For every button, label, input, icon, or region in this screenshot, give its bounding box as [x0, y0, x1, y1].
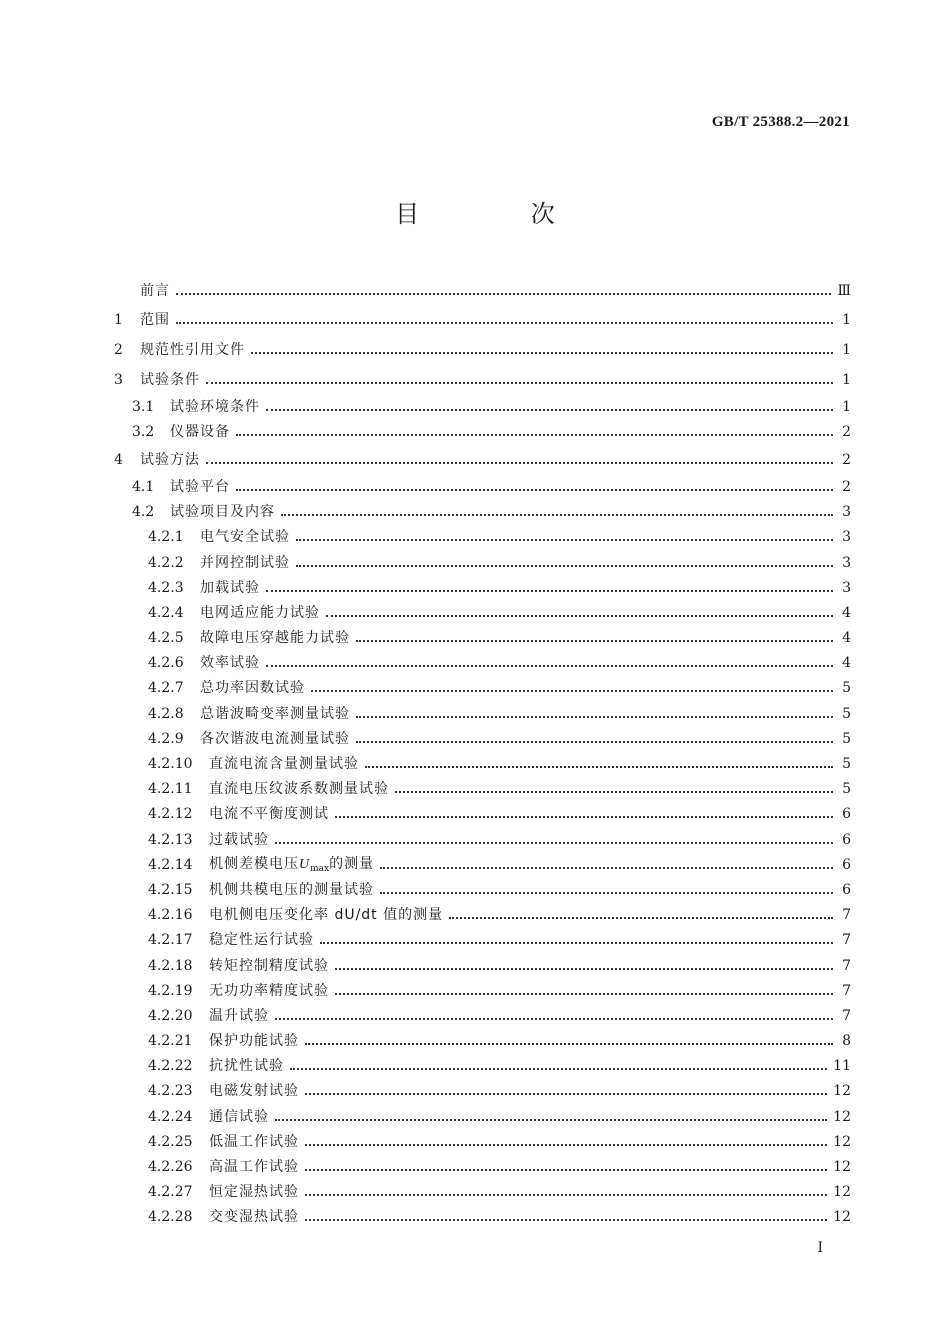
- toc-entry-title: 试验条件: [140, 371, 200, 388]
- toc-entry-title: 机侧共模电压的测量试验: [209, 881, 374, 898]
- toc-entry-page: 12: [833, 1108, 851, 1125]
- toc-entry-title: 高温工作试验: [209, 1159, 299, 1175]
- toc-entry[interactable]: [114, 676, 851, 701]
- toc-entry[interactable]: [114, 525, 851, 550]
- toc-entry[interactable]: [114, 1003, 851, 1028]
- dot-leader: [281, 514, 833, 516]
- toc-entry[interactable]: [114, 276, 851, 306]
- toc-entry[interactable]: [114, 1154, 851, 1179]
- toc-entry-number: 3: [114, 371, 123, 388]
- toc-entry-title: 直流电压纹波系数测量试验: [209, 781, 389, 798]
- toc-entry-number: 4.2.10: [148, 756, 193, 772]
- toc-entry-number: 4.2.3: [148, 579, 184, 596]
- toc-entry-number: 4.2.12: [148, 806, 193, 823]
- toc-entry-page: 2: [842, 424, 851, 441]
- toc-entry-page: 4: [842, 655, 851, 672]
- toc-entry-number: 4.2.20: [148, 1007, 193, 1024]
- toc-entry-number: 4.2.13: [148, 831, 193, 848]
- dot-leader: [176, 322, 833, 324]
- dot-leader: [266, 409, 833, 411]
- toc-entry-number: 4.2.27: [148, 1184, 193, 1201]
- math-variable: U: [299, 856, 311, 872]
- toc-entry-page: 7: [842, 932, 851, 949]
- toc-entry[interactable]: [114, 575, 851, 600]
- toc-entry[interactable]: [114, 365, 851, 395]
- toc-entry[interactable]: [114, 1205, 851, 1230]
- toc-entry-number: 4.1: [132, 478, 155, 495]
- toc-entry[interactable]: [114, 751, 851, 776]
- toc-entry-title: 交变湿热试验: [209, 1209, 299, 1226]
- toc-entry-number: 1: [114, 312, 123, 329]
- toc-entry-title: 电流不平衡度测试: [209, 806, 329, 823]
- table-of-contents: [114, 276, 851, 1230]
- toc-entry-number: 4.2.18: [148, 957, 193, 974]
- toc-entry-title: 低温工作试验: [209, 1133, 299, 1150]
- toc-entry-page: 3: [842, 529, 851, 546]
- toc-entry-number: 4.2.16: [148, 907, 193, 924]
- dot-leader: [275, 842, 833, 844]
- dot-leader: [236, 434, 833, 436]
- toc-entry-page: 12: [833, 1133, 851, 1150]
- toc-entry[interactable]: [114, 827, 851, 852]
- toc-entry-title: 试验方法: [140, 451, 200, 468]
- toc-entry-page: 6: [842, 881, 851, 898]
- toc-entry-page: 5: [842, 680, 851, 697]
- toc-entry[interactable]: [114, 1028, 851, 1053]
- toc-entry-title: 总谐波畸变率测量试验: [200, 705, 350, 722]
- dot-leader: [335, 993, 833, 995]
- toc-entry-page: 1: [842, 341, 851, 358]
- toc-entry-number: 4.2.8: [148, 705, 184, 722]
- dot-leader: [296, 539, 833, 541]
- dot-leader: [356, 640, 833, 642]
- toc-entry[interactable]: [114, 701, 851, 726]
- toc-entry-title: 并网控制试验: [200, 554, 290, 571]
- toc-entry[interactable]: [114, 726, 851, 751]
- toc-entry[interactable]: [114, 474, 851, 499]
- toc-entry-page: 7: [842, 982, 851, 999]
- dot-leader: [380, 867, 833, 869]
- dot-leader: [356, 741, 833, 743]
- toc-entry[interactable]: [114, 802, 851, 827]
- toc-entry-page: 6: [842, 806, 851, 823]
- toc-entry-page: 1: [842, 398, 851, 415]
- toc-entry-title: 过载试验: [209, 831, 269, 848]
- toc-entry-title: 电磁发射试验: [209, 1083, 299, 1100]
- toc-entry-number: 4.2: [132, 504, 155, 521]
- math-subscript: max: [310, 863, 330, 874]
- toc-entry-number: 4.2.26: [148, 1159, 193, 1175]
- dot-leader: [290, 1068, 827, 1070]
- toc-entry-title: 稳定性运行试验: [209, 932, 314, 949]
- toc-entry-number: 2: [114, 341, 123, 358]
- toc-entry-title: 各次谐波电流测量试验: [200, 730, 350, 747]
- dot-leader: [305, 1093, 827, 1095]
- toc-entry-title: 试验项目及内容: [170, 504, 275, 521]
- toc-entry[interactable]: [114, 445, 851, 475]
- toc-entry-page: 4: [842, 630, 851, 647]
- toc-entry[interactable]: [114, 1104, 851, 1129]
- toc-entry-number: 4.2.19: [148, 982, 193, 999]
- toc-entry-number: 4.2.17: [148, 932, 193, 949]
- toc-entry-number: 4.2.24: [148, 1108, 193, 1125]
- toc-entry-title: 电气安全试验: [200, 529, 290, 546]
- toc-entry[interactable]: [114, 777, 851, 802]
- toc-entry-title: 恒定湿热试验: [209, 1184, 299, 1201]
- toc-entry[interactable]: [114, 877, 851, 902]
- toc-entry-title: 试验平台: [170, 478, 230, 495]
- toc-entry[interactable]: [114, 335, 851, 365]
- toc-entry[interactable]: [114, 1129, 851, 1154]
- toc-entry-number: 4.2.23: [148, 1083, 193, 1100]
- toc-entry-page: 5: [842, 756, 851, 772]
- standard-code: GB/T 25388.2—2021: [711, 114, 850, 130]
- dot-leader: [296, 565, 833, 567]
- toc-entry-title: 抗扰性试验: [209, 1058, 284, 1075]
- dot-leader: [251, 352, 833, 354]
- toc-entry-page: 7: [842, 1007, 851, 1024]
- dot-leader: [320, 942, 833, 944]
- toc-entry[interactable]: [114, 928, 851, 953]
- toc-entry-number: 4.2.7: [148, 680, 184, 697]
- toc-entry-title-part: 机侧差模电压: [209, 855, 299, 872]
- dot-leader: [266, 590, 833, 592]
- dot-leader: [449, 917, 833, 919]
- dot-leader: [356, 716, 833, 718]
- toc-entry-page: 6: [842, 856, 851, 873]
- toc-entry[interactable]: [114, 1180, 851, 1205]
- toc-entry[interactable]: [114, 903, 851, 928]
- dot-leader: [305, 1219, 827, 1221]
- toc-entry-number: 4.2.1: [148, 529, 184, 546]
- dot-leader: [275, 1119, 827, 1121]
- dot-leader: [326, 615, 833, 617]
- toc-entry-number: 4.2.4: [148, 604, 184, 621]
- toc-entry-title: 规范性引用文件: [140, 341, 245, 358]
- toc-entry-title: [209, 856, 374, 874]
- dot-leader: [395, 791, 833, 793]
- dot-leader: [335, 968, 833, 970]
- toc-entry-title: 转矩控制精度试验: [209, 957, 329, 974]
- toc-entry[interactable]: [114, 550, 851, 575]
- toc-entry-page: 3: [842, 504, 851, 521]
- dot-leader: [335, 816, 833, 818]
- dot-leader: [206, 462, 833, 464]
- toc-entry-title: 效率试验: [200, 655, 260, 672]
- dot-leader: [305, 1169, 827, 1171]
- toc-entry-page: 4: [842, 604, 851, 621]
- toc-entry[interactable]: [114, 1054, 851, 1079]
- toc-entry-title: 总功率因数试验: [200, 680, 305, 697]
- toc-entry-page: 12: [833, 1083, 851, 1100]
- toc-entry-page: 5: [842, 781, 851, 798]
- toc-entry[interactable]: [114, 420, 851, 445]
- toc-entry-page: 7: [842, 907, 851, 924]
- toc-entry-title: 仪器设备: [170, 424, 230, 441]
- toc-entry[interactable]: [114, 306, 851, 336]
- toc-entry-number: 4.2.21: [148, 1033, 193, 1050]
- toc-entry-page: 8: [842, 1033, 851, 1050]
- toc-entry-title: 电机侧电压变化率 dU/dt 值的测量: [209, 907, 444, 924]
- dot-leader: [305, 1144, 827, 1146]
- toc-entry[interactable]: [114, 978, 851, 1003]
- toc-entry-number: 4.2.14: [148, 856, 193, 873]
- toc-entry[interactable]: [114, 600, 851, 625]
- toc-entry-number: 3.1: [132, 398, 155, 415]
- toc-entry-page: 5: [842, 705, 851, 722]
- toc-entry[interactable]: [114, 651, 851, 676]
- page-number: I: [817, 1240, 823, 1256]
- toc-entry-number: 4.2.15: [148, 881, 193, 898]
- toc-entry[interactable]: [114, 625, 851, 650]
- toc-entry-number: 4.2.25: [148, 1133, 193, 1150]
- toc-entry-number: 4.2.9: [148, 730, 184, 747]
- toc-entry-page: 12: [833, 1184, 851, 1201]
- toc-entry-number: 4.2.22: [148, 1058, 193, 1075]
- dot-leader: [266, 665, 833, 667]
- toc-entry-title: 故障电压穿越能力试验: [200, 630, 350, 647]
- toc-entry-number: 4.2.5: [148, 630, 184, 647]
- toc-title: 目 次: [395, 200, 607, 228]
- toc-entry-page: 12: [833, 1159, 851, 1175]
- toc-entry-number: 4.2.2: [148, 554, 184, 571]
- toc-entry-title: 范围: [140, 312, 170, 329]
- toc-entry[interactable]: [114, 852, 851, 877]
- toc-entry-page: 11: [833, 1058, 851, 1075]
- toc-entry-page: 1: [842, 312, 851, 329]
- toc-entry-title: 加载试验: [200, 579, 260, 596]
- toc-entry-page: 3: [842, 554, 851, 571]
- toc-entry-number: 4.2.11: [148, 781, 193, 798]
- toc-entry-page: 5: [842, 730, 851, 747]
- toc-entry-title: 通信试验: [209, 1108, 269, 1125]
- toc-entry-number: 4.2.28: [148, 1209, 193, 1226]
- dot-leader: [365, 766, 833, 768]
- toc-entry-page: 7: [842, 957, 851, 974]
- toc-entry-title: 直流电流含量测量试验: [209, 756, 359, 772]
- toc-entry[interactable]: [114, 1079, 851, 1104]
- dot-leader: [311, 690, 833, 692]
- dot-leader: [206, 382, 833, 384]
- toc-entry-title-part: 的测量: [329, 855, 375, 872]
- toc-entry-page: 12: [833, 1209, 851, 1226]
- dot-leader: [305, 1043, 833, 1045]
- dot-leader: [380, 892, 833, 894]
- toc-entry-title: 前言: [140, 282, 170, 299]
- toc-entry-number: 4.2.6: [148, 655, 184, 672]
- toc-entry[interactable]: [114, 394, 851, 419]
- toc-entry-number: 3.2: [132, 424, 155, 441]
- dot-leader: [176, 293, 831, 295]
- toc-entry-title: 试验环境条件: [170, 398, 260, 415]
- dot-leader: [236, 489, 833, 491]
- toc-entry-title: 电网适应能力试验: [200, 604, 320, 621]
- toc-entry[interactable]: [114, 500, 851, 525]
- toc-entry-number: 4: [114, 451, 123, 468]
- toc-entry-page: 3: [842, 579, 851, 596]
- toc-entry-title: 温升试验: [209, 1007, 269, 1024]
- toc-entry-page: 2: [842, 451, 851, 468]
- toc-entry[interactable]: [114, 953, 851, 978]
- toc-entry-page: Ⅲ: [837, 282, 851, 299]
- toc-entry-page: 6: [842, 831, 851, 848]
- toc-entry-page: 2: [842, 478, 851, 495]
- toc-entry-title: 保护功能试验: [209, 1033, 299, 1050]
- dot-leader: [305, 1194, 827, 1196]
- toc-entry-page: 1: [842, 371, 851, 388]
- dot-leader: [275, 1018, 833, 1020]
- toc-entry-title: 无功功率精度试验: [209, 982, 329, 999]
